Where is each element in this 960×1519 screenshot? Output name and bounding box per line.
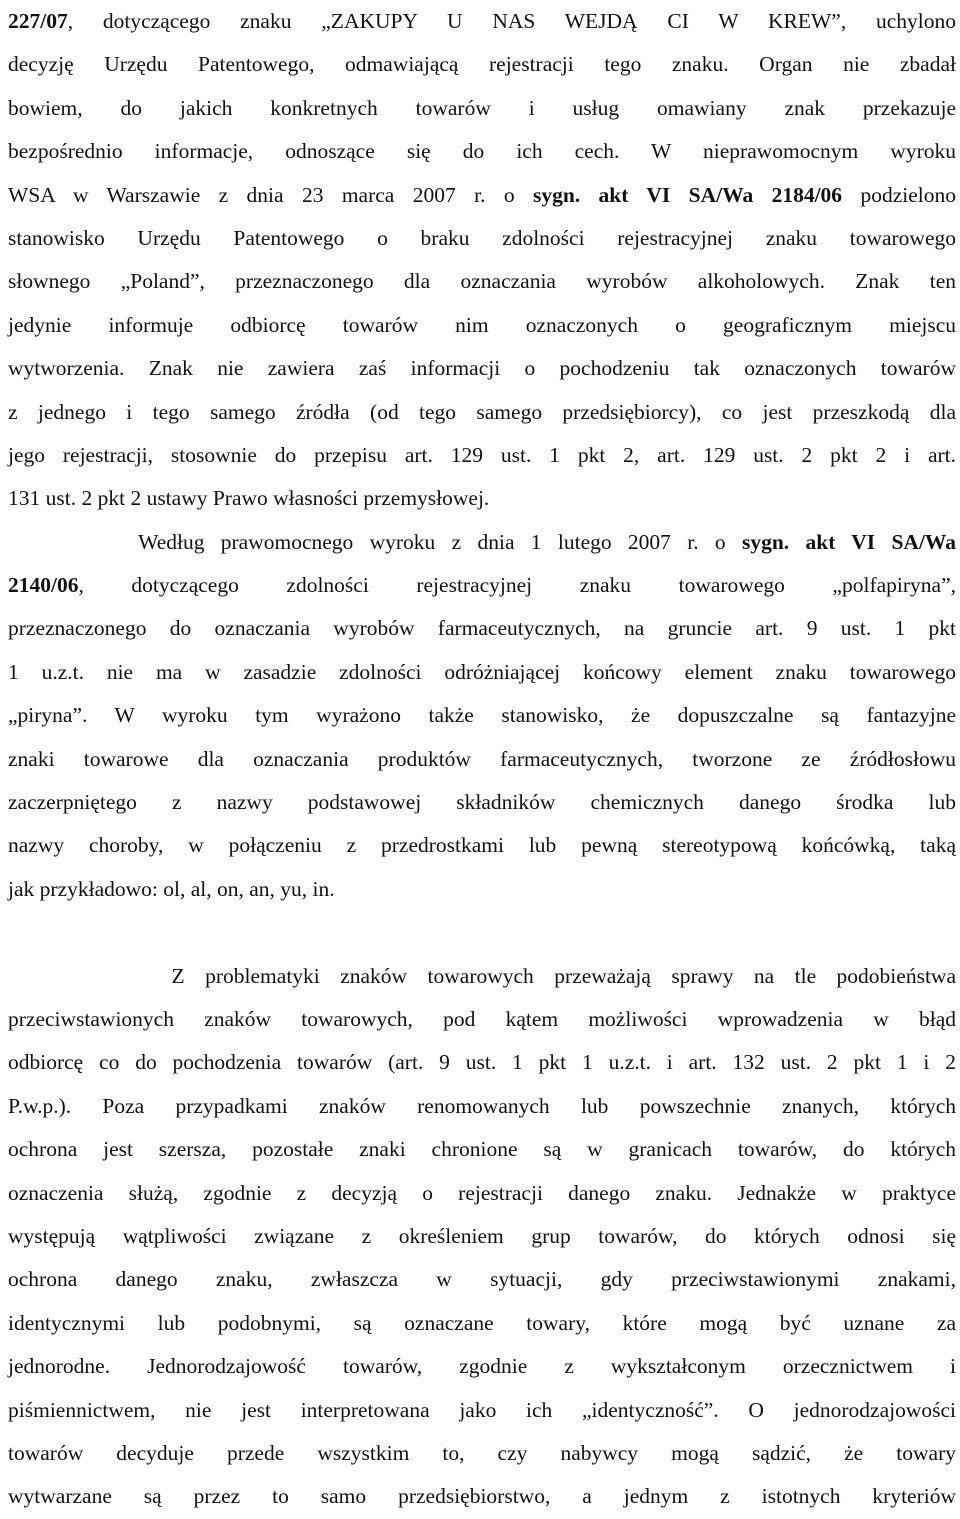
- text-line: [8, 1041, 956, 1084]
- text-line: [8, 477, 956, 520]
- text-line: [8, 1172, 956, 1215]
- document-page: [8, 0, 956, 1519]
- text-segment: decyzję Urzędu Patentowego, odmawiającą rejestracji tego znaku. Organ nie zbadał: [8, 52, 956, 77]
- text-segment: oznaczenia służą, zgodnie z decyzją o rejestracji danego znaku. Jednakże w praktyce: [8, 1180, 956, 1205]
- text-segment: jedynie informuje odbiorcę towarów nim oznaczonych o geograficznym miejscu: [8, 312, 956, 337]
- text-segment: „piryna”. W wyroku tym wyrażono także stanowisko, że dopuszczalne są fantazyjne: [8, 703, 956, 728]
- text-line: [8, 1432, 956, 1475]
- text-segment: znaki towarowe dla oznaczania produktów farmaceutycznych, tworzone ze źródłosłowu: [8, 746, 956, 771]
- text-line: [8, 868, 956, 911]
- text-segment: wytworzenia. Znak nie zawiera zaś informacji o pochodzeniu tak oznaczonych towarów: [8, 356, 956, 381]
- case-reference: sygn. akt VI SA/Wa: [741, 529, 957, 554]
- text-line: [8, 347, 956, 390]
- text-line: [8, 781, 956, 824]
- text-line: [8, 1302, 956, 1345]
- text-segment: 1 u.z.t. nie ma w zasadzie zdolności odróżniającej końcowy element znaku towarowego: [8, 659, 956, 684]
- text-line: [8, 564, 956, 607]
- paragraph: [8, 0, 956, 521]
- text-segment: WSA w Warszawie z dnia 23 marca 2007 r. o: [8, 182, 533, 207]
- text-segment: jak przykładowo: ol, al, on, an, yu, in.: [8, 876, 335, 901]
- text-line: [8, 998, 956, 1041]
- text-segment: występują wątpliwości związane z określeniem grup towarów, do których odnosi się: [8, 1223, 956, 1248]
- text-line: [8, 391, 956, 434]
- text-segment: jednorodne. Jednorodzajowość towarów, zgodnie z wykształconym orzecznictwem i: [8, 1354, 956, 1379]
- text-line: [8, 87, 956, 130]
- text-segment: ochrona jest szersza, pozostałe znaki chronione są w granicach towarów, do których: [8, 1137, 956, 1162]
- text-line: [8, 1475, 956, 1518]
- text-segment: , dotyczącego znaku „ZAKUPY U NAS WEJDĄ CI W KREW”, uchylono: [67, 9, 956, 33]
- text-line: [8, 43, 956, 86]
- text-segment: z jednego i tego samego źródła (od tego samego przedsiębiorcy), co jest przeszkodą dla: [8, 399, 956, 424]
- text-segment: przeznaczonego do oznaczania wyrobów farmaceutycznych, na gruncie art. 9 ust. 1 pkt: [8, 616, 956, 641]
- text-segment: bezpośrednio informacje, odnoszące się do ich cech. W nieprawomocnym wyroku: [8, 139, 956, 164]
- text-line: [8, 1258, 956, 1301]
- text-line: [8, 1345, 956, 1388]
- text-segment: Według prawomocnego wyroku z dnia 1 lutego 2007 r. o: [8, 529, 742, 554]
- paragraph: [8, 521, 956, 912]
- text-segment: , dotyczącego zdolności rejestracyjnej znaku towarowego „polfapiryna”,: [78, 573, 956, 598]
- text-segment: podzielono: [842, 182, 956, 207]
- case-reference: sygn. akt VI SA/Wa 2184/06: [532, 182, 843, 207]
- text-line: [8, 1085, 956, 1128]
- text-segment: nazwy choroby, w połączeniu z przedrostkami lub pewną stereotypową końcówką, taką: [8, 833, 956, 858]
- text-line: [8, 651, 956, 694]
- text-line: [8, 260, 956, 303]
- paragraph: [8, 955, 956, 1519]
- text-line: [8, 1389, 956, 1432]
- text-line: [8, 304, 956, 347]
- paragraph-gap: [8, 911, 956, 954]
- text-segment: wytwarzane są przez to samo przedsiębiorstwo, a jednym z istotnych kryteriów: [8, 1484, 956, 1509]
- text-line: [8, 1128, 956, 1171]
- text-segment: bowiem, do jakich konkretnych towarów i usług omawiany znak przekazuje: [8, 95, 956, 120]
- text-line: [8, 738, 956, 781]
- case-reference: 2140/06: [8, 573, 79, 598]
- text-line: [8, 217, 956, 260]
- text-segment: słownego „Poland”, przeznaczonego dla oznaczania wyrobów alkoholowych. Znak ten: [8, 269, 956, 294]
- text-line: [8, 521, 956, 564]
- text-segment: przeciwstawionych znaków towarowych, pod kątem możliwości wprowadzenia w błąd: [8, 1006, 956, 1031]
- text-line: [8, 0, 956, 43]
- text-line: [8, 955, 956, 998]
- text-segment: towarów decyduje przede wszystkim to, czy nabywcy mogą sądzić, że towary: [8, 1440, 956, 1465]
- text-segment: zaczerpniętego z nazwy podstawowej składników chemicznych danego środka lub: [8, 790, 956, 815]
- text-line: [8, 824, 956, 867]
- text-line: [8, 1215, 956, 1258]
- text-line: [8, 607, 956, 650]
- text-segment: odbiorcę co do pochodzenia towarów (art. 9 ust. 1 pkt 1 u.z.t. i art. 132 ust. 2 pkt 1 i 2: [8, 1050, 956, 1075]
- text-line: [8, 434, 956, 477]
- text-segment: piśmiennictwem, nie jest interpretowana jako ich „identyczność”. O jednorodzajowości: [8, 1397, 956, 1422]
- text-segment: P.w.p.). Poza przypadkami znaków renomowanych lub powszechnie znanych, których: [8, 1093, 956, 1118]
- text-line: [8, 174, 956, 217]
- text-line: [8, 130, 956, 173]
- text-segment: identycznymi lub podobnymi, są oznaczane towary, które mogą być uznane za: [8, 1310, 956, 1335]
- text-segment: ochrona danego znaku, zwłaszcza w sytuacji, gdy przeciwstawionymi znakami,: [8, 1267, 956, 1292]
- text-segment: 131 ust. 2 pkt 2 ustawy Prawo własności przemysłowej.: [8, 486, 490, 511]
- text-segment: jego rejestracji, stosownie do przepisu art. 129 ust. 1 pkt 2, art. 129 ust. 2 pkt 2 i art.: [8, 442, 956, 467]
- case-reference: 227/07: [8, 9, 68, 33]
- text-line: [8, 694, 956, 737]
- text-segment: stanowisko Urzędu Patentowego o braku zdolności rejestracyjnej znaku towarowego: [8, 225, 956, 250]
- text-segment: Z problematyki znaków towarowych przeważają sprawy na tle podobieństwa: [8, 963, 956, 988]
